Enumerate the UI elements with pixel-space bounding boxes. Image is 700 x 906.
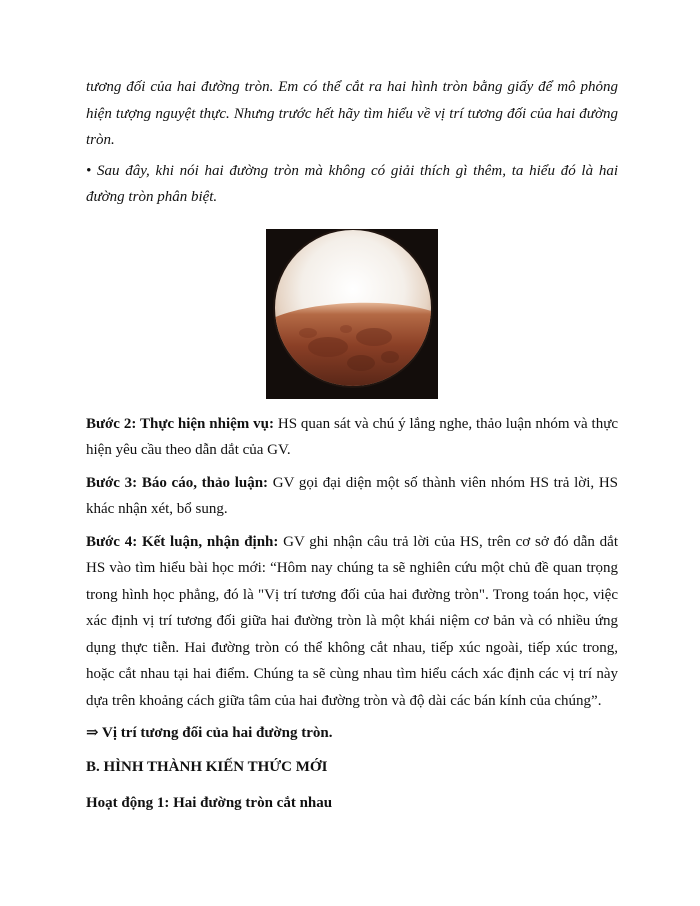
moon-illustration [266,229,438,399]
intro-paragraph: tương đối của hai đường tròn. Em có thể cắt ra hai hình tròn bằng giấy để mô phỏng hiện tượng nguyệt thực. Nhưng trước hết hãy tìm hiểu về vị trí tương đối của hai đường tròn. [86,79,618,148]
step-3 [86,470,618,523]
step-2 [86,411,618,464]
intro-note: • Sau đây, khi nói hai đường tròn mà không có giải thích gì thêm, ta hiểu đó là hai đường tròn phân biệt. [86,162,618,205]
section-b-heading: B. HÌNH THÀNH KIẾN THỨC MỚI [86,759,328,775]
step-4-label: Bước 4: Kết luận, nhận định: [86,533,279,550]
activity-1-heading: Hoạt động 1: Hai đường tròn cắt nhau [86,795,333,811]
lunar-eclipse-figure [86,229,618,399]
lunar-eclipse-image [266,229,438,399]
step-2-label: Bước 2: Thực hiện nhiệm vụ: [86,415,274,432]
step-2-text: HS quan sát và chú ý lắng nghe, thảo luận nhóm và thực hiện yêu cầu theo dẫn dắt của GV. [86,415,618,458]
step-4 [86,529,618,715]
conclusion-line: ⇒ Vị trí tương đối của hai đường tròn. [86,725,333,741]
step-3-label: Bước 3: Báo cáo, thảo luận: [86,474,269,491]
document-page [86,74,618,816]
step-3-text: GV gọi đại diện một số thành viên nhóm HS trả lời, HS khác nhận xét, bổ sung. [86,474,619,517]
step-4-text: GV ghi nhận câu trả lời của HS, trên cơ sở đó dẫn dắt HS vào tìm hiểu bài học mới: “Hôm nay chúng ta sẽ nghiên cứu một chủ đề quan trọng trong hình học phẳng, đó là "Vị trí tương đối của hai đường tròn". Trong toán học, việc xác định vị trí tương đối giữa hai đường tròn là một khái niệm cơ bản và có nhiều ứng dụng thực tiễn. Hai đường tròn có thể không cắt nhau, tiếp xúc ngoài, tiếp xúc trong, hoặc cắt nhau tại hai điểm. Chúng ta sẽ cùng nhau tìm hiểu cách xác định các vị trí này dựa trên khoảng cách giữa tâm của hai đường tròn và độ dài các bán kính của chúng”. [86,533,618,709]
